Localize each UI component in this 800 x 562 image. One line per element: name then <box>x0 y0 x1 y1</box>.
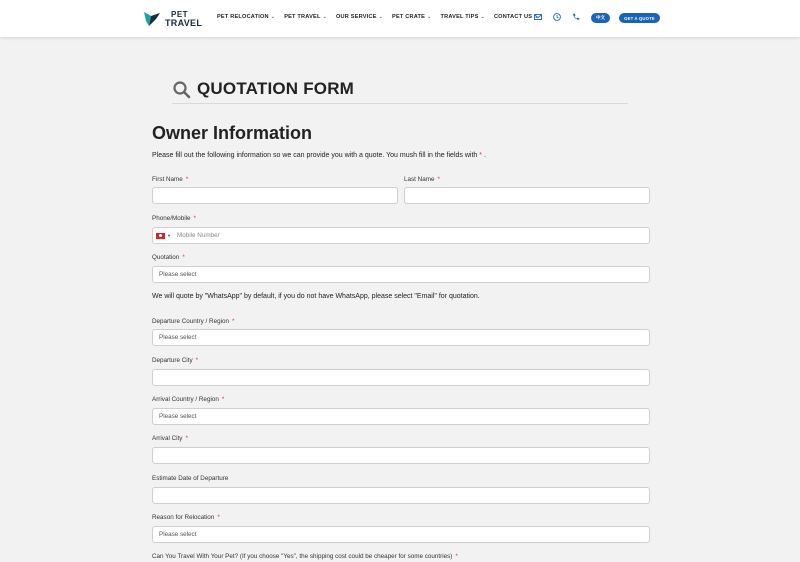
arrival-country-select[interactable]: Please select <box>152 408 650 425</box>
pet-travel-logo-icon <box>142 9 162 29</box>
chevron-down-icon: ⌄ <box>378 14 384 20</box>
section-title: Owner Information <box>152 123 313 143</box>
first-name-label: First Name * <box>152 176 189 183</box>
site-logo[interactable] <box>142 9 202 29</box>
departure-country-label: Departure Country / Region * <box>152 318 235 325</box>
get-a-quote-button[interactable]: GET A QUOTE <box>619 13 660 23</box>
departure-country-select[interactable]: Please select <box>152 329 650 346</box>
search-icon <box>172 80 191 99</box>
header-icons <box>533 12 590 22</box>
departure-city-label: Departure City * <box>152 357 199 364</box>
quotation-select[interactable]: Please select <box>152 266 650 283</box>
mail-icon[interactable] <box>533 12 543 22</box>
departure-date-label: Estimate Date of Departure <box>152 475 229 482</box>
chevron-down-icon: ⌄ <box>427 14 432 20</box>
language-button[interactable]: 中文 <box>591 13 610 23</box>
nav-pet-crate[interactable]: PET CRATE ⌄ <box>392 14 432 20</box>
departure-date-input[interactable] <box>152 487 650 504</box>
form-title <box>172 79 354 99</box>
page-title: QUOTATION FORM <box>197 79 355 98</box>
country-flag-icon[interactable] <box>156 233 165 239</box>
nav-travel-tips[interactable]: TRAVEL TIPS ⌄ <box>440 14 485 20</box>
phone-input[interactable] <box>152 227 650 244</box>
clock-icon[interactable] <box>552 12 562 22</box>
chevron-down-icon: ⌄ <box>270 14 276 20</box>
logo-line-1: PET <box>171 10 189 19</box>
travel-with-pet-label: Can You Travel With Your Pet? (If you choose "Yes", the shipping cost could be cheaper for some countries) * <box>152 553 458 560</box>
last-name-label: Last Name * <box>404 176 440 183</box>
phone-icon[interactable] <box>571 12 581 22</box>
reason-select[interactable]: Please select <box>152 526 650 543</box>
quotation-label: Quotation * <box>152 254 185 261</box>
intro-text: Please fill out the following information so we can provide you with a quote. You mush fill in the fields with * . <box>152 152 486 159</box>
site-header <box>0 0 800 37</box>
phone-label: Phone/Mobile * <box>152 215 196 222</box>
departure-city-input[interactable] <box>152 369 650 386</box>
arrival-city-label: Arrival City * <box>152 435 188 442</box>
phone-placeholder: Mobile Number <box>176 232 220 239</box>
chevron-down-icon: ⌄ <box>534 14 539 20</box>
title-divider <box>172 103 628 104</box>
chevron-down-icon: ⌄ <box>480 14 485 20</box>
arrival-city-input[interactable] <box>152 447 650 464</box>
reason-label: Reason for Relocation * <box>152 514 220 521</box>
nav-our-service[interactable]: OUR SERVICE ⌄ <box>335 14 384 20</box>
last-name-input[interactable] <box>404 187 650 204</box>
nav-pet-travel[interactable]: PET TRAVEL ⌄ <box>284 14 327 20</box>
nav-pet-relocation[interactable]: PET RELOCATION ⌄ <box>217 14 276 20</box>
logo-line-2: TRAVEL <box>165 18 203 28</box>
chevron-down-icon: ⌄ <box>322 14 327 20</box>
caret-down-icon[interactable]: ▼ <box>167 233 171 238</box>
whatsapp-note: We will quote by "WhatsApp" by default, if you do not have WhatsApp, please select "Email" for quotation. <box>152 293 480 300</box>
first-name-input[interactable] <box>152 187 398 204</box>
nav-contact-us[interactable]: CONTACT US ⌄ <box>493 14 539 20</box>
arrival-country-label: Arrival Country / Region * <box>152 396 225 403</box>
main-nav <box>217 14 548 20</box>
